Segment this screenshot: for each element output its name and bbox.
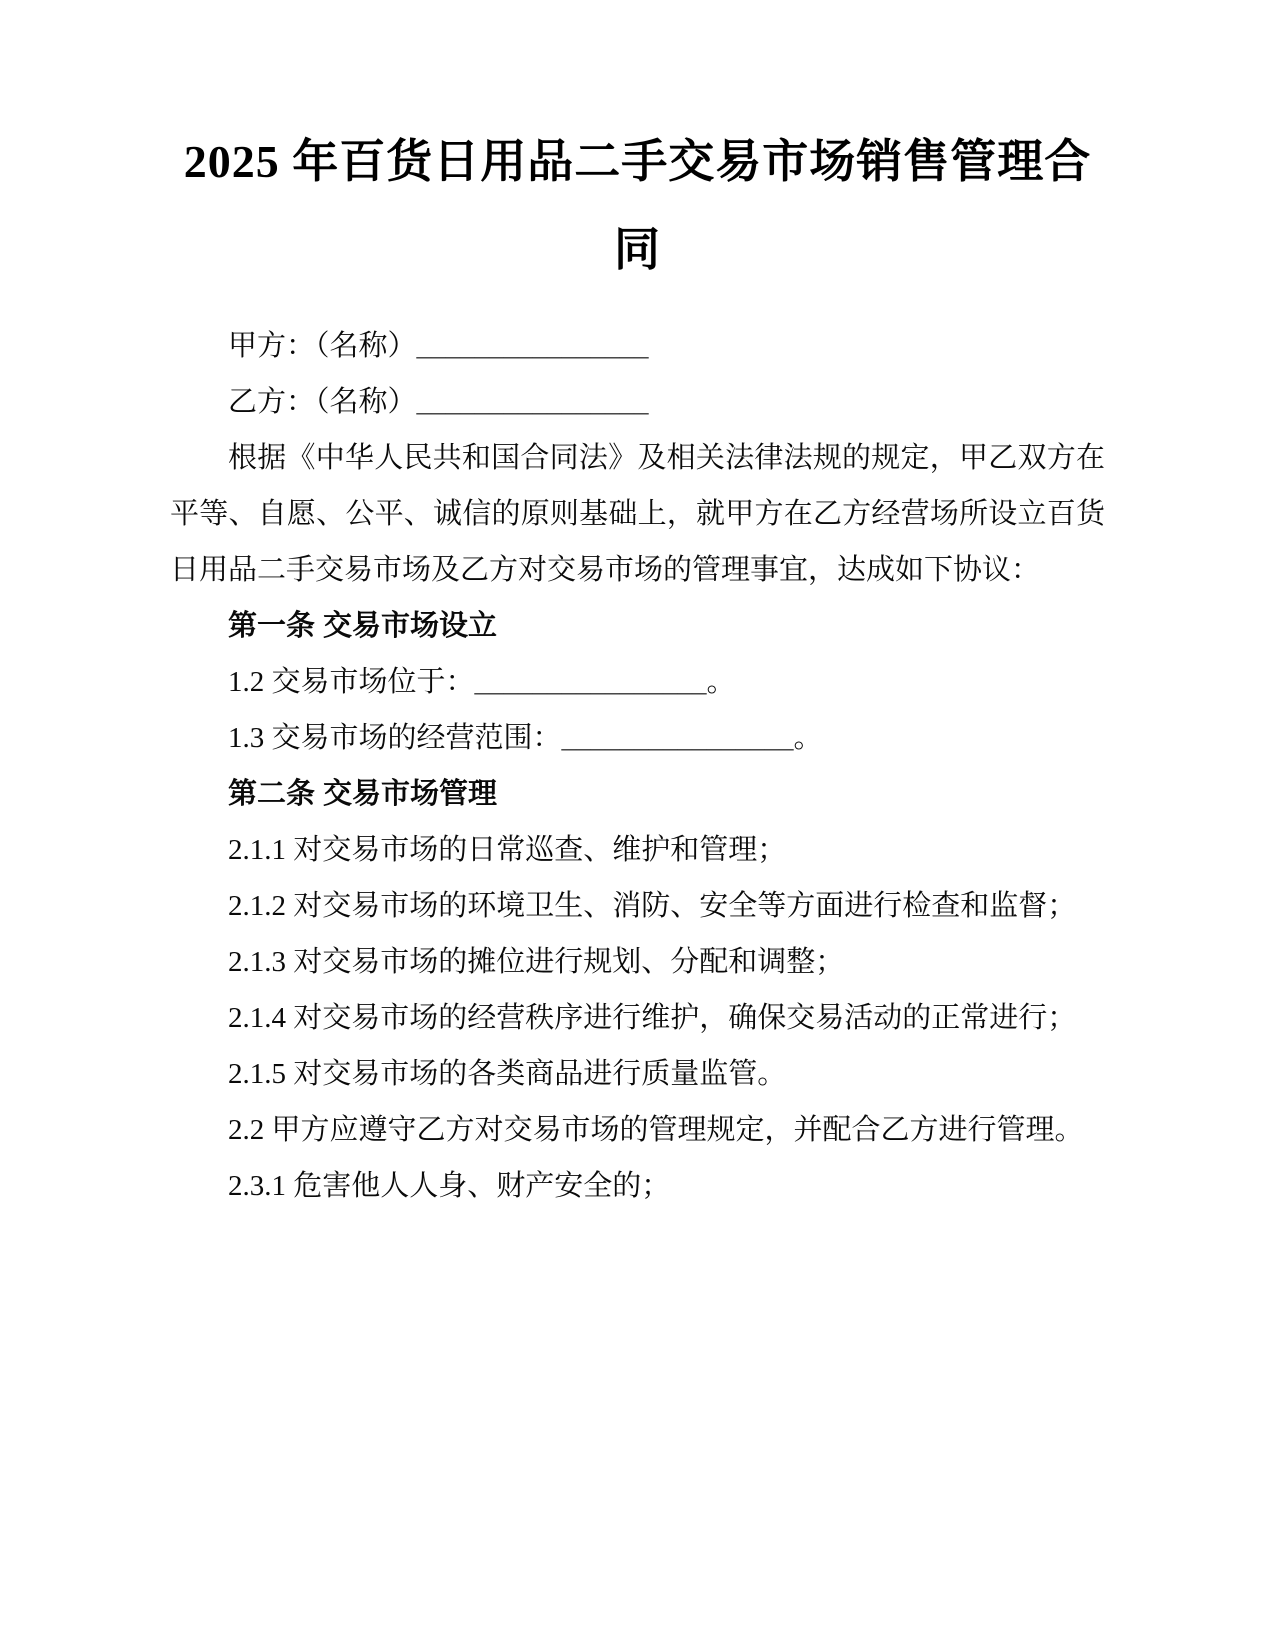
section-1-heading: 第一条 交易市场设立 xyxy=(228,610,498,642)
clause-2-1-2: 2.1.2 对交易市场的环境卫生、消防、安全等方面进行检查和监督； xyxy=(228,890,1077,922)
party-b-blank-field: ________________ xyxy=(416,386,649,418)
document-title-line-2: 同 xyxy=(614,224,661,275)
section-2-heading: 第二条 交易市场管理 xyxy=(228,778,498,810)
clause-1-2-blank-field: ________________ xyxy=(474,666,707,698)
clause-2-2: 2.2 甲方应遵守乙方对交易市场的管理规定，并配合乙方进行管理。 xyxy=(228,1114,1084,1146)
party-b-line xyxy=(170,374,1105,430)
party-a-line xyxy=(170,318,1105,374)
party-b-label: 乙方：（名称） xyxy=(228,386,417,418)
clause-2-1-1: 2.1.1 对交易市场的日常巡查、维护和管理； xyxy=(228,834,787,866)
clause-1-3-label: 1.3 交易市场的经营范围： xyxy=(228,722,562,754)
clause-1-2 xyxy=(170,654,1105,710)
clause-2-3-1: 2.3.1 危害他人人身、财产安全的； xyxy=(228,1170,671,1202)
clause-2-1-5: 2.1.5 对交易市场的各类商品进行质量监管。 xyxy=(228,1058,787,1090)
party-a-blank-field: ________________ xyxy=(416,330,649,362)
clause-2-1-4: 2.1.4 对交易市场的经营秩序进行维护，确保交易活动的正常进行； xyxy=(228,1002,1077,1034)
document-title-line-1: 2025 年百货日用品二手交易市场销售管理合 xyxy=(183,136,1092,187)
clause-1-3-blank-field: ________________ xyxy=(561,722,794,754)
clause-1-2-label: 1.2 交易市场位于： xyxy=(228,666,475,698)
party-a-label: 甲方：（名称） xyxy=(228,330,417,362)
clause-1-2-suffix: 。 xyxy=(706,666,736,698)
clause-2-1-3: 2.1.3 对交易市场的摊位进行规划、分配和调整； xyxy=(228,946,845,978)
clause-1-3-suffix: 。 xyxy=(793,722,823,754)
document-title xyxy=(170,118,1105,294)
preamble-paragraph: 根据《中华人民共和国合同法》及相关法律法规的规定，甲乙双方在平等、自愿、公平、诚信的原则基础上，就甲方在乙方经营场所设立百货日用品二手交易市场及乙方对交易市场的管理事宜，达成如下协议： xyxy=(170,442,1105,586)
clause-1-3 xyxy=(170,710,1105,766)
